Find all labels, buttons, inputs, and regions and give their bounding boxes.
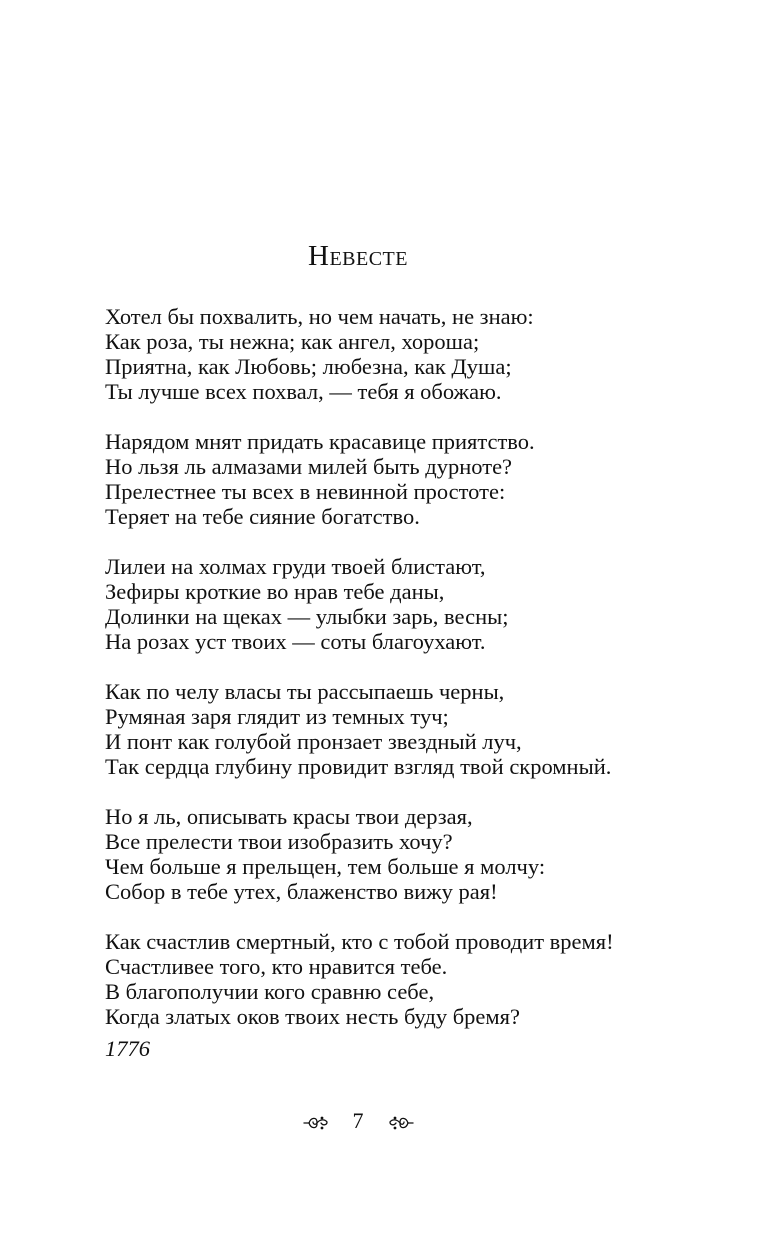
poem-line: Но льзя ль алмазами милей быть дурноте? — [105, 454, 513, 479]
stanza-5 — [105, 804, 705, 904]
poem-line: Все прелести твои изобразить хочу? — [105, 829, 453, 854]
poem-line: Зефиры кроткие во нрав тебе даны, — [105, 579, 445, 604]
poem-line: Так сердца глубину провидит взгляд твой скромный. — [105, 754, 612, 779]
poem-line: Когда златых оков твоих несть буду бремя? — [105, 1004, 520, 1029]
poem-line: Хотел бы похвалить, но чем начать, не знаю: — [105, 304, 534, 329]
poem-line: Лилеи на холмах груди твоей блистают, — [105, 554, 486, 579]
poem-line: Как счастлив смертный, кто с тобой проводит время! — [105, 929, 614, 954]
poem-line: В благополучии кого сравню себе, — [105, 979, 435, 1004]
stanza-6 — [105, 929, 705, 1029]
page-number: 7 — [352, 1108, 364, 1133]
poem-title: Невесте — [308, 240, 408, 272]
stanza-1 — [105, 304, 705, 404]
poem-line: Ты лучше всех похвал, — тебя я обожаю. — [105, 379, 502, 404]
poem-line: Собор в тебе утех, блаженство вижу рая! — [105, 879, 498, 904]
stanza-2 — [105, 429, 705, 529]
poem-line: Нарядом мнят придать красавице приятство. — [105, 429, 535, 454]
stanza-3 — [105, 554, 705, 654]
floral-ornament-icon — [388, 1112, 414, 1130]
poem-line: Но я ль, описывать красы твои дерзая, — [105, 804, 473, 829]
poem-line: Прелестнее ты всех в невинной простоте: — [105, 479, 506, 504]
poem-line: На розах уст твоих — соты благоухают. — [105, 629, 486, 654]
floral-ornament-icon — [303, 1112, 329, 1130]
poem-line: Румяная заря глядит из темных туч; — [105, 704, 449, 729]
poem-line: Как роза, ты нежна; как ангел, хороша; — [105, 329, 480, 354]
poem-body — [105, 304, 705, 1054]
poem-date: 1776 — [105, 1036, 150, 1061]
poem-line: Как по челу власы ты рассыпаешь черны, — [105, 679, 505, 704]
stanza-4 — [105, 679, 705, 779]
poem-line: Чем больше я прельщен, тем больше я молчу: — [105, 854, 546, 879]
poem-line: Приятна, как Любовь; любезна, как Душа; — [105, 354, 512, 379]
poem-line: Счастливее того, кто нравится тебе. — [105, 954, 448, 979]
page-footer — [0, 1108, 716, 1134]
poem-line: Теряет на тебе сияние богатство. — [105, 504, 420, 529]
poem-line: И понт как голубой пронзает звездный луч, — [105, 729, 522, 754]
poem-line: Долинки на щеках — улыбки зарь, весны; — [105, 604, 509, 629]
